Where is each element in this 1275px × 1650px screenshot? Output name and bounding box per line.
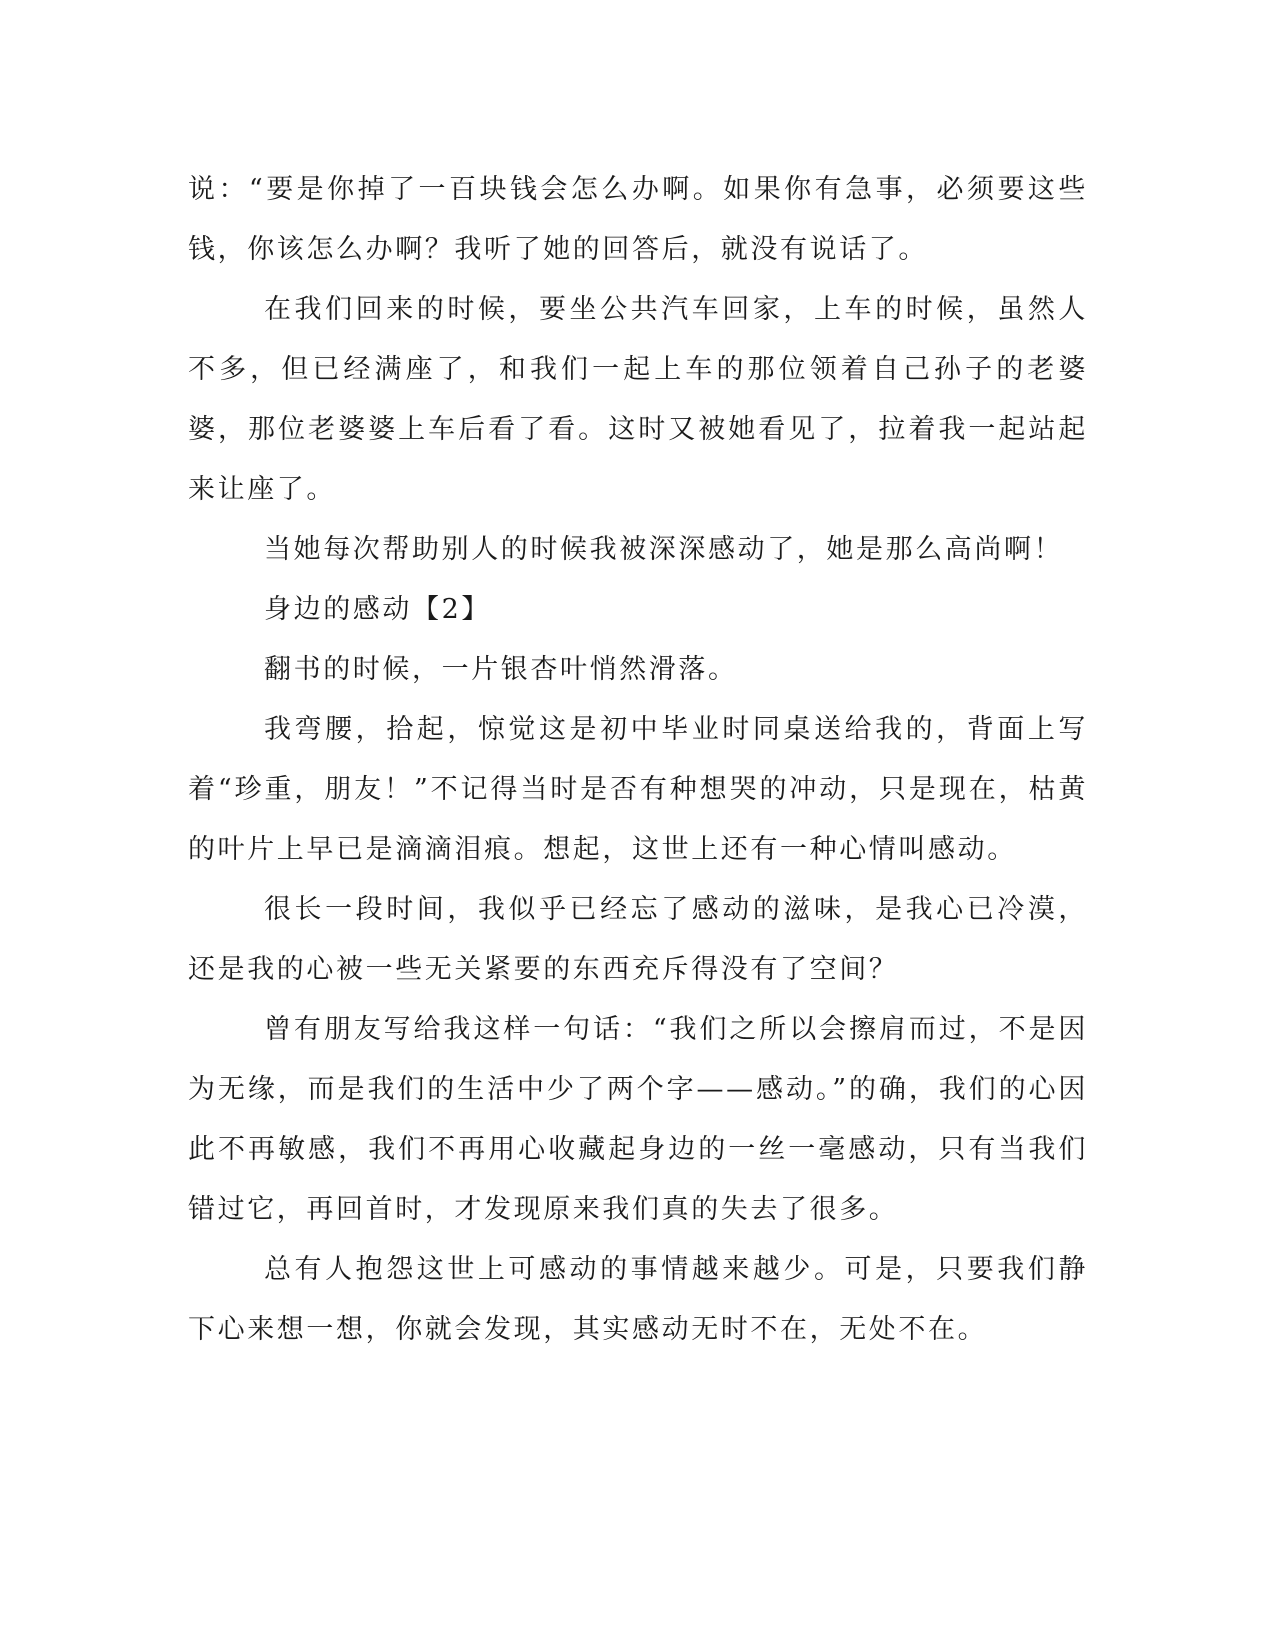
- paragraph-1: 说：“要是你掉了一百块钱会怎么办啊。如果你有急事，必须要这些钱，你该怎么办啊？我听了她的回答后，就没有说话了。: [188, 174, 1088, 265]
- paragraph-2: 在我们回来的时候，要坐公共汽车回家，上车的时候，虽然人不多，但已经满座了，和我们一起上车的那位领着自己孙子的老婆婆，那位老婆婆上车后看了看。这时又被她看见了，拉着我一起站起来让座了。: [188, 294, 1088, 505]
- paragraph-5: 翻书的时候，一片银杏叶悄然滑落。: [264, 654, 738, 685]
- section-heading: 身边的感动【2】: [264, 594, 491, 625]
- document-body: [188, 160, 1088, 1360]
- paragraph-8: 曾有朋友写给我这样一句话：“我们之所以会擦肩而过，不是因为无缘，而是我们的生活中少了两个字——感动。”的确，我们的心因此不再敏感，我们不再用心收藏起身边的一丝一毫感动，只有当我们错过它，再回首时，才发现原来我们真的失去了很多。: [188, 1014, 1088, 1225]
- paragraph-3: 当她每次帮助别人的时候我被深深感动了，她是那么高尚啊！: [264, 534, 1064, 565]
- paragraph-9: 总有人抱怨这世上可感动的事情越来越少。可是，只要我们静下心来想一想，你就会发现，其实感动无时不在，无处不在。: [188, 1254, 1088, 1345]
- paragraph-7: 很长一段时间，我似乎已经忘了感动的滋味，是我心已冷漠，还是我的心被一些无关紧要的东西充斥得没有了空间？: [188, 894, 1088, 985]
- paragraph-6: 我弯腰，拾起，惊觉这是初中毕业时同桌送给我的，背面上写着“珍重，朋友！”不记得当时是否有种想哭的冲动，只是现在，枯黄的叶片上早已是滴滴泪痕。想起，这世上还有一种心情叫感动。: [188, 714, 1088, 865]
